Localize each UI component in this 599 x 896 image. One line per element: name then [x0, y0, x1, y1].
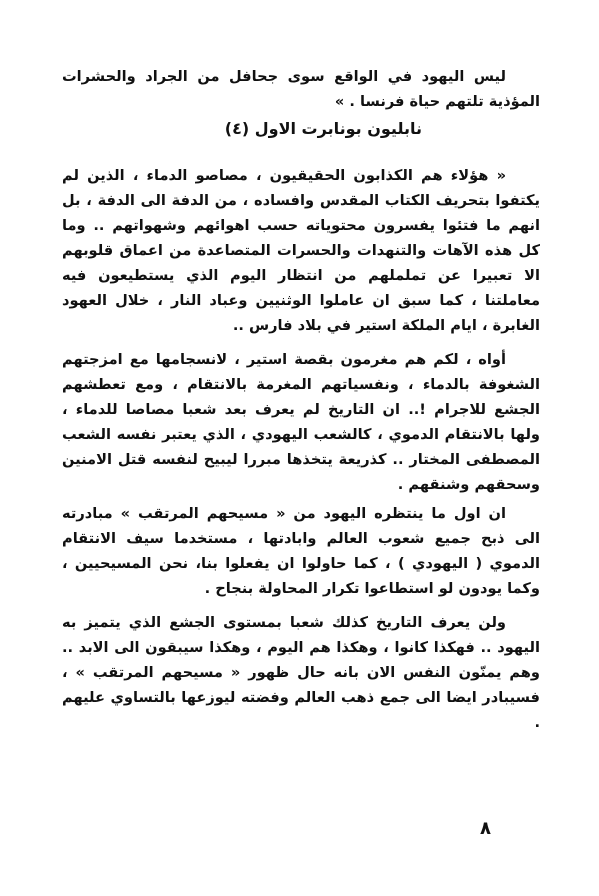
page-number: ٨: [480, 818, 491, 839]
section-heading: نابليون بونابرت الاول (٤): [224, 119, 422, 138]
paragraph-3: ان اول ما ينتظره اليهود من « مسيحهم المرتقب » مبادرته الى ذبح جميع شعوب العالم وابادتها ، مستخدما سيف الانتقام الدموي ( اليهودي ) ، كما حاولوا ان يفعلوا بنا، نحن المسيحيين ، وكما يودون لو استطاعوا تكرار المحاولة بنجاح .: [62, 505, 540, 597]
document-body: [62, 64, 540, 735]
paragraph-1: « هؤلاء هم الكذابون الحقيقيون ، مصاصو الدماء ، الذين لم يكتفوا بتحريف الكتاب المقدس وافساده ، من الدفة الى الدفة ، بل انهم ما فتئوا يفسرون محتوياته حسب اهوائهم وشهواتهم .. وما كل هذه الآهات والتنهدات والحسرات المتصاعدة من اعماق قلوبهم الا تعبيرا عن تململهم من انتظار اليوم الذي يستطيعون فيه معاملتنا ، كما سبق ان عاملوا الوثنيين وعباد النار ، خلال العهود الغابرة ، ايام الملكة استير في بلاد فارس ..: [62, 167, 540, 334]
paragraph-2: أواه ، لكم هم مغرمون بقصة استير ، لانسجامها مع امزجتهم الشغوفة بالدماء ، ونفسياتهم المغرمة بالانتقام ، ومع تعطشهم الجشع للاجرام !.. ان التاريخ لم يعرف بعد شعبا مصاصا للدماء ، ولها بالانتقام الدموي ، كالشعب اليهودي ، الذي يعتبر نفسه الشعب المصطفى المختار .. كذريعة يتخذها مبررا ليبيح لنفسه قتل الامنين وسحقهم وشنقهم .: [62, 351, 540, 493]
paragraph-4: ولن يعرف التاريخ كذلك شعبا بمستوى الجشع الذي يتميز به اليهود .. فهكذا كانوا ، وهكذا هم اليوم ، وهكذا سيبقون الى الابد .. وهم يمنّون النفس الان بانه حال ظهور « مسيحهم المرتقب » ، فسيبادر ايضا الى جمع ذهب العالم وفضته ليوزعها بالتساوي عليهم .: [62, 614, 540, 731]
intro-quote: ليس اليهود في الواقع سوى جحافل من الجراد والحشرات المؤذية تلتهم حياة فرنسا . »: [62, 68, 540, 110]
